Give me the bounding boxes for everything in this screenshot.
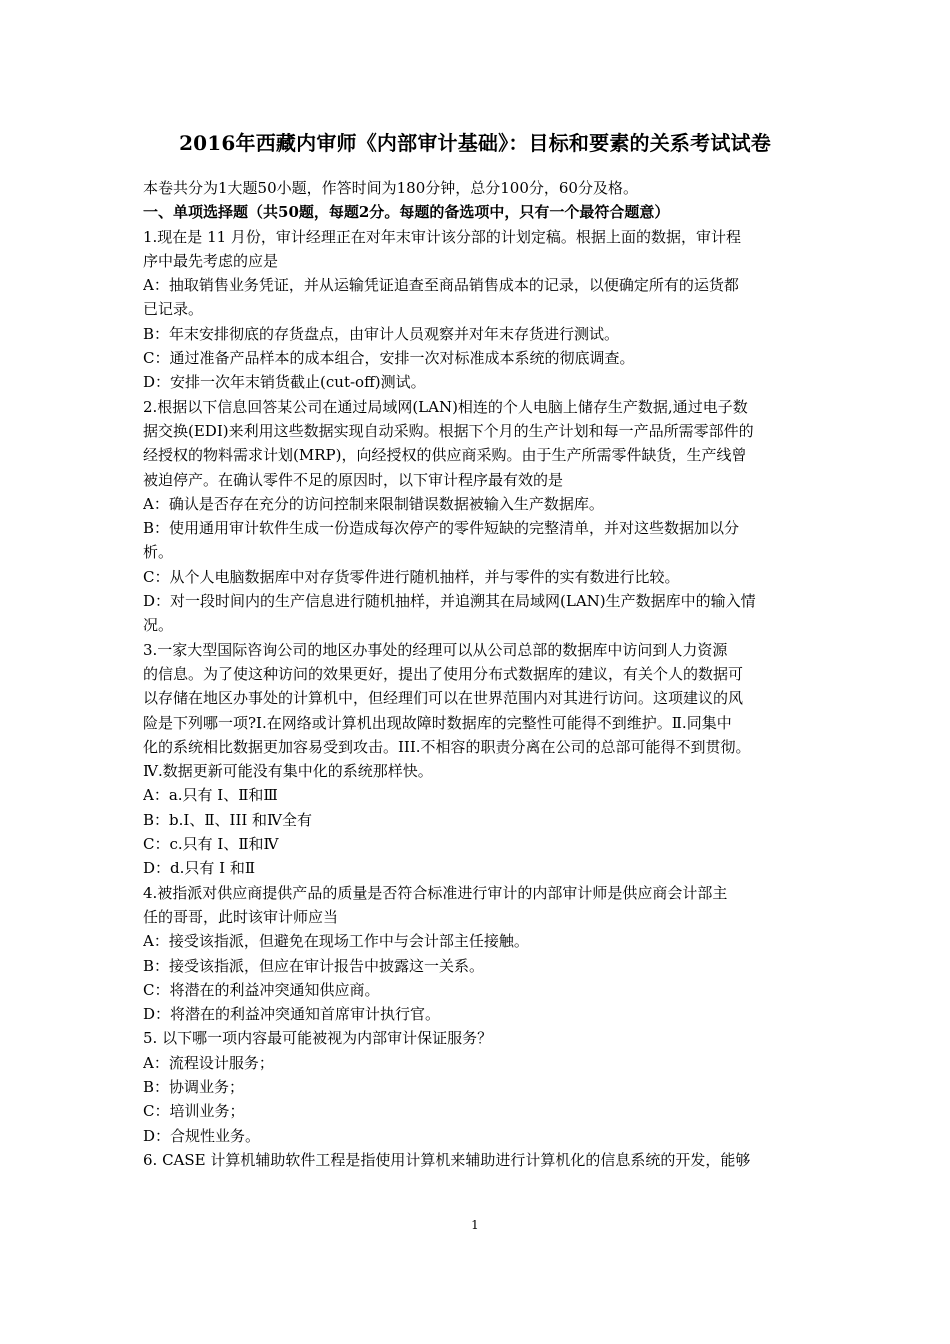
page-number: 1 [471, 1218, 479, 1232]
text-line: 据交换(EDI)来利用这些数据实现自动采购。根据下个月的生产计划和每一产品所需零部件的 [143, 421, 754, 440]
text-line: 化的系统相比数据更加容易受到攻击。III.不相容的职责分离在公司的总部可能得不到贯彻。 [143, 737, 751, 756]
document-title: 2016年西藏内审师《内部审计基础》：目标和要素的关系考试试卷 [179, 131, 771, 155]
text-line: C：从个人电脑数据库中对存货零件进行随机抽样，并与零件的实有数进行比较。 [143, 567, 680, 586]
text-line: Ⅳ.数据更新可能没有集中化的系统那样快。 [143, 762, 433, 781]
text-line: A：接受该指派，但避免在现场工作中与会计部主任接触。 [143, 932, 529, 951]
text-line: 已记录。 [143, 300, 204, 319]
text-line: D：合规性业务。 [143, 1126, 261, 1145]
text-line: B：年末安排彻底的存货盘点，由审计人员观察并对年末存货进行测试。 [143, 324, 620, 343]
text-line: 以存储在地区办事处的计算机中，但经理们可以在世界范围内对其进行访问。这项建议的风 [143, 689, 744, 708]
text-line: C：将潜在的利益冲突通知供应商。 [143, 980, 380, 999]
text-line: 析。 [143, 543, 174, 562]
text-line: C：通过准备产品样本的成本组合，安排一次对标准成本系统的彻底调查。 [143, 349, 635, 368]
text-line: 经授权的物料需求计划(MRP)，向经授权的供应商采购。由于生产所需零件缺货，生产线曾 [143, 446, 747, 465]
text-line: 2.根据以下信息回答某公司在通过局域网(LAN)相连的个人电脑上储存生产数据,通过电子数 [143, 397, 748, 416]
text-line: 险是下列哪一项?I.在网络或计算机出现故障时数据库的完整性可能得不到维护。Ⅱ.同集中 [143, 713, 732, 732]
text-line: C：培训业务； [143, 1102, 245, 1121]
text-line: A：确认是否存在充分的访问控制来限制错误数据被输入生产数据库。 [143, 494, 604, 513]
text-line: 况。 [143, 616, 174, 635]
text-line: A：a.只有 I、Ⅱ和Ⅲ [143, 786, 278, 805]
text-line: B：接受该指派，但应在审计报告中披露这一关系。 [143, 956, 485, 975]
text-line: D：将潜在的利益冲突通知首席审计执行官。 [143, 1005, 441, 1024]
text-line: B：使用通用审计软件生成一份造成每次停产的零件短缺的完整清单，并对这些数据加以分 [143, 519, 740, 538]
text-line: 序中最先考虑的应是 [143, 251, 279, 270]
document-body [143, 176, 811, 1172]
question-list [143, 225, 811, 1173]
text-line: A：流程设计服务； [143, 1053, 274, 1072]
text-line: D：安排一次年末销货截止(cut-off)测试。 [143, 373, 426, 392]
text-line: B：协调业务； [143, 1077, 245, 1096]
exam-intro: 本卷共分为1大题50小题，作答时间为180分钟，总分100分，60分及格。 [143, 179, 638, 197]
text-line: C：c.只有 I、Ⅱ和Ⅳ [143, 835, 279, 854]
text-line: 3.一家大型国际咨询公司的地区办事处的经理可以从公司总部的数据库中访问到人力资源 [143, 640, 728, 659]
text-line: D：对一段时间内的生产信息进行随机抽样，并追溯其在局域网(LAN)生产数据库中的输入情 [143, 592, 756, 611]
text-line: 任的哥哥，此时该审计师应当 [143, 907, 339, 926]
text-line: 5. 以下哪一项内容最可能被视为内部审计保证服务？ [143, 1029, 493, 1048]
text-line: 4.被指派对供应商提供产品的质量是否符合标准进行审计的内部审计师是供应商会计部主 [143, 883, 728, 902]
text-line: 的信息。为了使这种访问的效果更好，提出了使用分布式数据库的建议，有关个人的数据可 [143, 664, 744, 683]
text-line: 6. CASE 计算机辅助软件工程是指使用计算机来辅助进行计算机化的信息系统的开发，能够 [143, 1150, 751, 1169]
text-line: B：b.I、Ⅱ、III 和Ⅳ全有 [143, 810, 313, 829]
text-line: A：抽取销售业务凭证，并从运输凭证追查至商品销售成本的记录，以便确定所有的运货都 [143, 276, 739, 295]
text-line: D：d.只有 I 和Ⅱ [143, 859, 256, 878]
text-line: 被迫停产。在确认零件不足的原因时，以下审计程序最有效的是 [143, 470, 564, 489]
text-line: 1.现在是 11 月份，审计经理正在对年末审计该分部的计划定稿。根据上面的数据，审计程 [143, 227, 741, 246]
section-heading: 一、单项选择题（共50题，每题2分。每题的备选项中，只有一个最符合题意） [143, 203, 670, 222]
